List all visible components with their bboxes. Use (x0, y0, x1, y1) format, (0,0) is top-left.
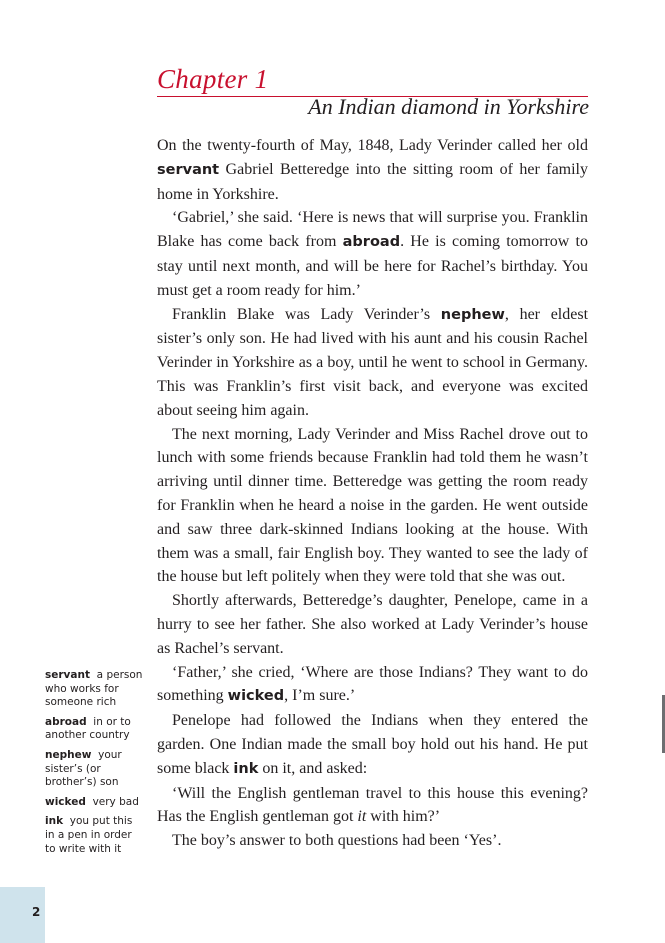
glossary-definition: your sister’s (or brother’s) son (45, 748, 122, 789)
glossary-word: nephew (45, 748, 92, 761)
glossary-definition: in or to another country (45, 715, 131, 742)
text-run: Gabriel Betteredge into the sitting room of her family home in Yorkshire. (157, 160, 588, 203)
glossary (45, 669, 143, 862)
paragraph (157, 206, 588, 302)
text-run: Penelope had followed the Indians when they entered the garden. One Indian made the small boy hold out his hand. He put some black (157, 712, 588, 777)
glossary-definition: a person who works for someone rich (45, 669, 143, 709)
chapter-title: Chapter 1 (157, 64, 269, 94)
paragraph (157, 303, 588, 423)
glossary-entry (45, 796, 143, 810)
text-run: On the twenty-fourth of May, 1848, Lady Verinder called her old (157, 137, 588, 154)
glossary-entry (45, 669, 143, 710)
glossary-term: wicked (227, 688, 285, 705)
glossary-term: abroad (342, 234, 401, 251)
text-run: ‘Will the English gentleman travel to this house this evening? Has the English gentleman got (157, 784, 588, 826)
page-number: 2 (32, 905, 41, 919)
text-run: Shortly afterwards, Betteredge’s daughter, Penelope, came in a hurry to see her father. She also worked at Lady Verinder’s house as Rachel’s servant. (157, 592, 588, 657)
glossary-word: abroad (45, 715, 87, 728)
glossary-word: ink (45, 815, 64, 828)
glossary-term: ink (233, 760, 259, 777)
paragraph (157, 709, 588, 781)
text-run: ‘Father,’ she cried, ‘Where are those Indians? They want to do something (157, 663, 588, 705)
glossary-entry (45, 716, 143, 743)
paragraph (157, 134, 588, 206)
glossary-entry (45, 749, 143, 790)
glossary-term: servant (157, 161, 220, 178)
paragraph (157, 829, 588, 853)
chapter-subtitle: An Indian diamond in Yorkshire (308, 94, 589, 119)
paragraph (157, 423, 588, 590)
text-run: The next morning, Lady Verinder and Miss Rachel drove out to lunch with some friends because Franklin had told them he wasn’t arriving until dinner time. Betteredge was getting the room ready for Franklin when he heard a noise in the garden. He went outside and saw three dark-skinned Indians looking at the house. With them was a small, fair English boy. They wanted to see the lady of the house but left politely when they were told that she was out. (157, 425, 588, 586)
text-run: , her eldest sister’s only son. He had lived with his aunt and his cousin Rachel Verinder in Yorkshire as a boy, until he went to school in Germany. This was Franklin’s first visit back, and everyone was excited about seeing him again. (157, 305, 589, 419)
paragraph (157, 782, 588, 830)
paragraph (157, 661, 588, 710)
glossary-entry (45, 815, 143, 856)
text-run: , I’m sure.’ (284, 687, 356, 705)
glossary-term: nephew (440, 306, 505, 323)
text-run: on it, and asked: (258, 759, 368, 777)
body-text (157, 134, 588, 853)
emphasis: it (357, 808, 367, 826)
glossary-word: servant (45, 669, 90, 681)
glossary-definition: very bad (92, 795, 139, 808)
glossary-word: wicked (45, 795, 86, 808)
text-run: Franklin Blake was Lady Verinder’s (172, 305, 441, 323)
text-run: The boy’s answer to both questions had been ‘Yes’. (172, 832, 502, 850)
text-run: . He is coming tomorrow to stay until next month, and will be here for Rachel’s birthday. You must get a room ready for him.’ (157, 233, 588, 299)
paragraph (157, 589, 588, 660)
text-run: with him?’ (366, 808, 441, 826)
text-run: ‘Gabriel,’ she said. ‘Here is news that will surprise you. Franklin Blake has come back from (157, 209, 588, 251)
glossary-definition: you put this in a pen in order to write with it (45, 815, 133, 855)
